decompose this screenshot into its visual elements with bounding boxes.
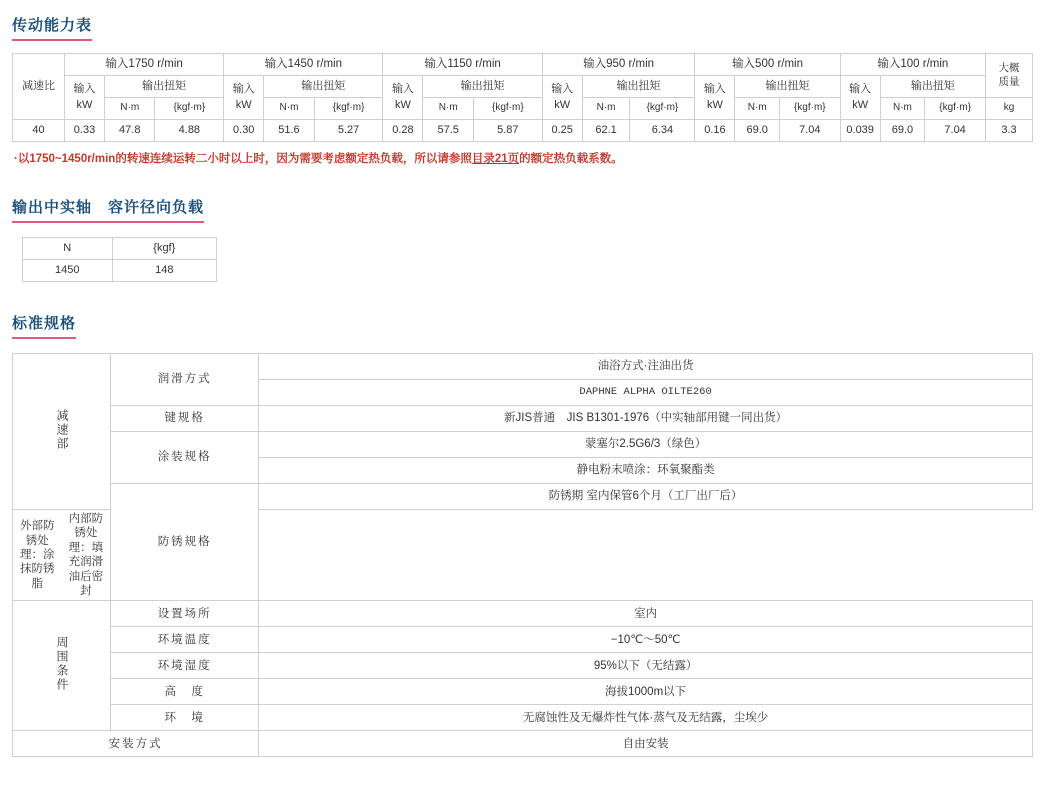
cell-nm-1: 51.6 xyxy=(264,120,314,142)
cell-nm-5: 69.0 xyxy=(880,120,925,142)
spec-label-humidity: 环境湿度 xyxy=(111,653,259,679)
ratio-header: 减速比 xyxy=(13,54,65,120)
note-prefix: ·以1750~1450r/min的转速连续运转二小时以上时，因为需要考虑额定热负载，所以请参照 xyxy=(14,153,472,165)
spec-value-location: 室内 xyxy=(259,601,1033,627)
torque-group-label-5: 输出扭矩 xyxy=(880,76,985,98)
capability-header-row-3 xyxy=(13,98,1033,120)
table-row xyxy=(13,484,1033,510)
torque-group-label-1: 输出扭矩 xyxy=(264,76,383,98)
spec-label-key: 键规格 xyxy=(111,406,259,432)
mass-unit: kg xyxy=(986,98,1033,120)
spec-side-label-gearbox xyxy=(13,354,111,510)
table-row xyxy=(13,601,1033,627)
cell-mass: 3.3 xyxy=(986,120,1033,142)
spec-value-key-0: 新JIS普通 JIS B1301-1976（中实轴部用键一同出货） xyxy=(259,406,1033,432)
group-header-4: 输入500 r/min xyxy=(695,54,840,76)
radial-table-wrap xyxy=(0,237,1045,282)
unit-kgfm-2: {kgf·m} xyxy=(473,98,542,120)
radial-header-row xyxy=(23,238,217,260)
spec-label-coating: 涂装规格 xyxy=(111,432,259,484)
input-label-0-line1: kW xyxy=(76,98,93,111)
table-row xyxy=(13,627,1033,653)
input-label-4 xyxy=(695,76,735,120)
input-label-4-line1: kW xyxy=(706,98,723,111)
capability-note xyxy=(0,150,1045,166)
note-catalog-link[interactable]: 目录21页 xyxy=(471,153,520,165)
cell-nm-4: 69.0 xyxy=(735,120,780,142)
spec-side-label-ambient-text: 周围条件 xyxy=(54,635,69,692)
table-row xyxy=(13,679,1033,705)
cell-kgfm-4: 7.04 xyxy=(779,120,840,142)
spec-label-rustproof: 防锈规格 xyxy=(111,484,259,601)
spec-side-label-gearbox-text: 减速部 xyxy=(54,408,69,451)
unit-kgfm-1: {kgf·m} xyxy=(314,98,383,120)
input-label-3-line1: kW xyxy=(554,98,571,111)
table-row xyxy=(13,354,1033,380)
radial-value-kgf: 148 xyxy=(112,260,216,282)
group-header-1: 输入1450 r/min xyxy=(224,54,383,76)
group-header-0: 输入1750 r/min xyxy=(65,54,224,76)
spec-label-lubrication: 润滑方式 xyxy=(111,354,259,406)
unit-nm-0: N·m xyxy=(105,98,155,120)
spec-value-coating-1: 静电粉末喷涂：环氧聚酯类 xyxy=(259,458,1033,484)
spec-label-temperature: 环境温度 xyxy=(111,627,259,653)
cell-kgfm-2: 5.87 xyxy=(473,120,542,142)
mass-header-line-0: 大概 xyxy=(998,61,1020,74)
cell-nm-0: 47.8 xyxy=(105,120,155,142)
group-header-3: 输入950 r/min xyxy=(542,54,695,76)
spec-value-altitude: 海拔1000m以下 xyxy=(259,679,1033,705)
cell-kgfm-5: 7.04 xyxy=(925,120,986,142)
cell-nm-2: 57.5 xyxy=(423,120,473,142)
table-row xyxy=(23,260,217,282)
input-label-3-line0: 输入 xyxy=(551,83,574,96)
cell-kgfm-1: 5.27 xyxy=(314,120,383,142)
capability-header-row-2 xyxy=(13,76,1033,98)
table-row xyxy=(13,731,1033,757)
unit-kgfm-0: {kgf·m} xyxy=(155,98,224,120)
radial-value-n: 1450 xyxy=(23,260,113,282)
input-label-5-line0: 输入 xyxy=(849,83,872,96)
input-label-2-line0: 输入 xyxy=(391,83,414,96)
spec-value-temperature: −10℃〜50℃ xyxy=(259,627,1033,653)
input-label-0-line0: 输入 xyxy=(73,83,96,96)
cell-kw-3: 0.25 xyxy=(542,120,582,142)
spec-side-label-ambient xyxy=(13,601,111,731)
spec-table-wrap xyxy=(0,353,1045,757)
input-label-0 xyxy=(65,76,105,120)
note-suffix: 的额定热负载系数。 xyxy=(519,153,623,165)
cell-kgfm-3: 6.34 xyxy=(630,120,695,142)
standard-spec-table xyxy=(12,353,1033,757)
capability-header-row-1 xyxy=(13,54,1033,76)
input-label-2-line1: kW xyxy=(395,98,411,111)
torque-group-label-3: 输出扭矩 xyxy=(582,76,695,98)
spec-label-environment: 环 境 xyxy=(111,705,259,731)
radial-load-table xyxy=(22,237,217,282)
cell-kgfm-0: 4.88 xyxy=(155,120,224,142)
spec-section-header xyxy=(0,312,1045,339)
spec-value-rustproof-0: 防锈期 室内保管6个月（工厂出厂后） xyxy=(259,484,1033,510)
group-header-2: 输入1150 r/min xyxy=(383,54,542,76)
cell-kw-4: 0.16 xyxy=(695,120,735,142)
spec-value-humidity: 95%以下（无结露） xyxy=(259,653,1033,679)
spec-label-installation: 安装方式 xyxy=(13,731,259,757)
spec-value-coating-0: 蒙塞尔2.5G6/3（绿色） xyxy=(259,432,1033,458)
input-label-4-line0: 输入 xyxy=(703,83,726,96)
table-row xyxy=(13,120,1033,142)
torque-group-label-4: 输出扭矩 xyxy=(735,76,840,98)
spec-value-rustproof-external: 外部防锈处理：涂抹防锈脂 xyxy=(20,520,55,590)
capability-table xyxy=(12,53,1033,142)
input-label-1-line1: kW xyxy=(235,98,252,111)
input-label-1 xyxy=(224,76,264,120)
unit-nm-2: N·m xyxy=(423,98,473,120)
input-label-3 xyxy=(542,76,582,120)
unit-nm-4: N·m xyxy=(735,98,780,120)
input-label-5-line1: kW xyxy=(852,98,869,111)
spec-value-lubrication-1: DAPHNE ALPHA OILTE260 xyxy=(259,380,1033,406)
capability-section-title: 传动能力表 xyxy=(12,14,92,41)
cell-kw-1: 0.30 xyxy=(224,120,264,142)
capability-section-header xyxy=(0,14,1045,41)
radial-section-title: 输出中实轴 容许径向负载 xyxy=(12,196,204,223)
radial-section-header xyxy=(0,196,1045,223)
capability-table-wrap xyxy=(0,53,1045,142)
cell-nm-3: 62.1 xyxy=(582,120,630,142)
unit-kgfm-5: {kgf·m} xyxy=(925,98,986,120)
mass-header-line-1: 质量 xyxy=(998,75,1020,88)
cell-ratio: 40 xyxy=(13,120,65,142)
spec-label-location: 设置场所 xyxy=(111,601,259,627)
torque-group-label-2: 输出扭矩 xyxy=(423,76,542,98)
spec-value-installation: 自由安装 xyxy=(259,731,1033,757)
mass-header xyxy=(986,54,1033,98)
unit-nm-3: N·m xyxy=(582,98,630,120)
cell-kw-2: 0.28 xyxy=(383,120,423,142)
table-row xyxy=(13,406,1033,432)
spec-value-lubrication-0: 油浴方式·注油出货 xyxy=(259,354,1033,380)
spec-label-altitude: 高 度 xyxy=(111,679,259,705)
input-label-1-line0: 输入 xyxy=(232,83,255,96)
table-row xyxy=(13,432,1033,458)
torque-group-label-0: 输出扭矩 xyxy=(105,76,224,98)
table-row xyxy=(13,705,1033,731)
cell-kw-5: 0.039 xyxy=(840,120,880,142)
input-label-5 xyxy=(840,76,880,120)
table-row xyxy=(13,653,1033,679)
spec-section-title: 标准规格 xyxy=(12,312,76,339)
cell-kw-0: 0.33 xyxy=(65,120,105,142)
input-label-2 xyxy=(383,76,423,120)
radial-header-kgf: {kgf} xyxy=(112,238,216,260)
unit-nm-5: N·m xyxy=(880,98,925,120)
spec-value-rustproof-split xyxy=(13,510,111,601)
radial-header-n: N xyxy=(23,238,113,260)
unit-kgfm-3: {kgf·m} xyxy=(630,98,695,120)
spec-value-environment: 无腐蚀性及无爆炸性气体·蒸气及无结露，尘埃少 xyxy=(259,705,1033,731)
unit-kgfm-4: {kgf·m} xyxy=(779,98,840,120)
group-header-5: 输入100 r/min xyxy=(840,54,985,76)
unit-nm-1: N·m xyxy=(264,98,314,120)
spec-value-rustproof-internal: 内部防锈处理：填充润滑油后密封 xyxy=(68,513,104,597)
